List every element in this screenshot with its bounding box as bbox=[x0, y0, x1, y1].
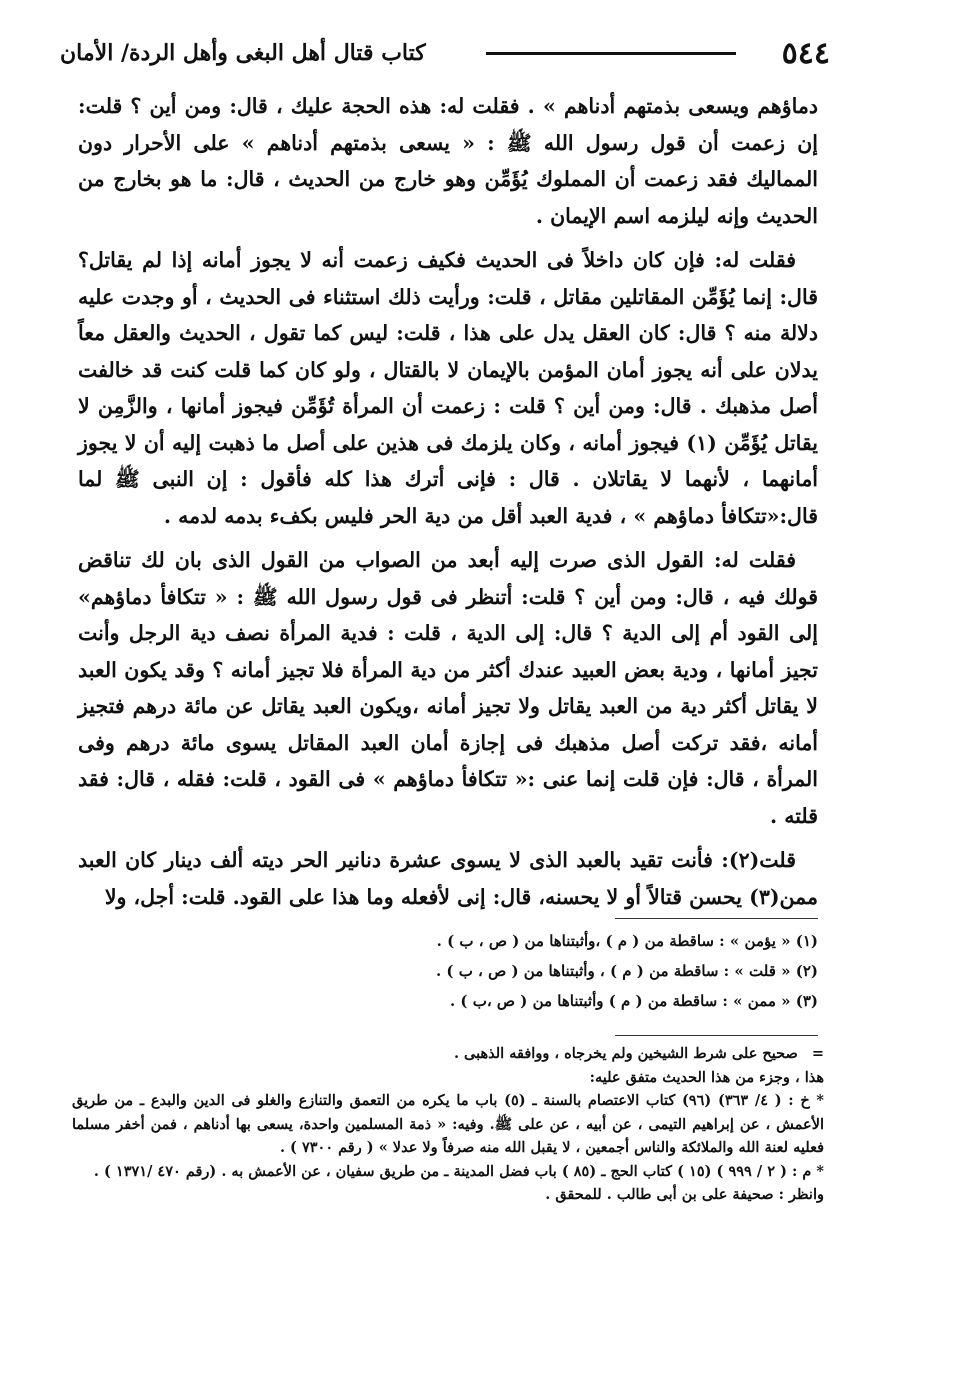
editor-note-line: * م : ( ٢ / ٩٩٩ ) (١٥ ) كتاب الحج ـ (٨٥ ) باب فضل المدينة ـ من طريق سفيان ، عن الأعمش به . (رقم ٤٧٠ /١٣٧١ ) . bbox=[93, 1162, 824, 1180]
main-text bbox=[78, 88, 818, 923]
editor-note-line: وانظر : صحيفة على بن أبى طالب . للمحقق . bbox=[545, 1186, 824, 1203]
header-rule bbox=[486, 52, 736, 55]
continuation-mark: = bbox=[811, 1045, 824, 1062]
footnotes bbox=[78, 926, 818, 1016]
paragraph: دماؤهم ويسعى بذمتهم أدناهم » . فقلت له: هذه الحجة عليك ، قال: ومن أين ؟ قلت: إن زعمت أن قول رسول الله ﷺ : « يسعى بذمتهم أدناهم » على الأحرار دون المماليك فقد زعمت أن المملوك يُؤَمِّن وهو خارج من الحديث ، قال: ما هو بخارج من الحديث وإنه ليلزمه اسم الإيمان . bbox=[78, 94, 818, 228]
footnote-divider bbox=[615, 918, 818, 919]
editor-note-text: صحيح على شرط الشيخين ولم يخرجاه ، ووافقه الذهبى . bbox=[453, 1045, 798, 1062]
editor-note-line: هذا ، وجزء من هذا الحديث متفق عليه: bbox=[589, 1068, 824, 1086]
paragraph: قلت(٢): فأنت تقيد بالعبد الذى لا يسوى عشرة دنانير الحر ديته ألف دينار كان العبد ممن(٣) يحسن قتالاً أو لا يحسنه، قال: إنى لأفعله وما هذا على القود. قلت: أجل، ولا bbox=[78, 848, 818, 909]
editor-note-line: * خ : ( ٤/ ٣٦٣) (٩٦) كتاب الاعتصام بالسنة ـ (٥) باب ما يكره من التعمق والتنازع والغلو فى الدين والبدع ـ من طريق الأعمش ، عن إبراهيم التيمى ، عن أبيه ، عن على ﷺ. وفيه: « ذمة المسلمين واحدة، يسعى بها أدناهم ، فمن أخفر مسلما فعليه لعنة الله والملائكة والناس أجمعين ، لا يقبل الله منه صرفاً ولا عدلا » ( رقم ٧٣٠٠ ) . bbox=[72, 1092, 824, 1156]
footnote: (٣) « ممن » : ساقطة من ( م ) وأثبتناها من ( ص ،ب ) . bbox=[449, 992, 818, 1010]
paragraph: فقلت له: القول الذى صرت إليه أبعد من الصواب من القول الذى بان لك تناقض قولك فيه ، قال: ومن أين ؟ قلت: أتنظر فى قول رسول الله ﷺ : « تتكافأ دماؤهم» إلى القود أم إلى الدية ؟ قال: إلى الدية ، قلت : فدية المرأة نصف دية الرجل وأنت تجيز أمانها ، ودية بعض العبيد عندك أكثر من دية المرأة فلا تجيز أمانه ؟ وقد يكون العبد لا يقاتل أكثر دية من العبد يقاتل ولا تجيز أمانه ،ويكون العبد يقاتل عن مائة درهم فتجيز أمانه ،فقد تركت أصل مذهبك فى إجازة أمان العبد المقاتل يسوى مائة درهم وفى المرأة ، قال: فإن قلت إنما عنى :« تتكافأ دماؤهم » فى القود ، قلت: فقله ، قال: فقد قلته . bbox=[78, 548, 818, 828]
running-title: كتاب قتال أهل البغى وأهل الردة/ الأمان bbox=[60, 40, 426, 66]
footnote: (١) « يؤمن » : ساقطة من ( م ) ،وأثبتناها من ( ص ، ب ) . bbox=[436, 932, 818, 950]
footnote: (٢) « قلت » : ساقطة من ( م ) ، وأثبتناها من ( ص ، ب ) . bbox=[435, 962, 818, 980]
editor-note-line bbox=[72, 1042, 824, 1066]
page-header bbox=[60, 28, 830, 78]
editor-notes-divider bbox=[615, 1035, 818, 1036]
paragraph: فقلت له: فإن كان داخلاً فى الحديث فكيف زعمت أنه لا يجوز أمانه إذا لم يقاتل؟ قال: إنما يُؤَمِّن المقاتلين مقاتل ، قلت: ورأيت ذلك استثناء فى الحديث ، أو وجدت عليه دلالة منه ؟ قال: كان العقل يدل على هذا ، قلت: ليس كما تقول ، الحديث والعقل معاً يدلان على أنه يجوز أمان المؤمن بالإيمان لا بالقتال ، ولو كان كما قلت كنت قد خالفت أصل مذهبك . قال: ومن أين ؟ قلت : زعمت أن المرأة تُؤَمِّن فيجوز أمانها ، والزَّمِن لا يقاتل يُؤَمِّن (١) فيجوز أمانه ، وكان يلزمك فى هذين على أصل ما ذهبت إليه أن لا يجوز أمانهما ، لأنهما لا يقاتلان . قال : فإنى أترك هذا كله فأقول : إن النبى ﷺ لما قال:«تتكافأ دماؤهم » ، فدية العبد أقل من دية الحر فليس بكفء بدمه لدمه . bbox=[78, 248, 818, 528]
page-number: ٥٤٤ bbox=[781, 35, 830, 71]
editor-notes bbox=[72, 1042, 824, 1207]
